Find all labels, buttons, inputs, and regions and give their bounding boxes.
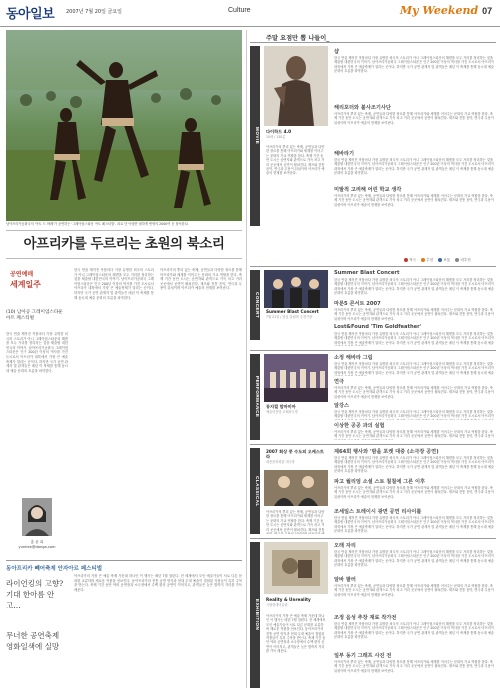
movie-text-4: 아프리카의 뿌리 있는 축제, 공연들과 다양한 장르를 통해 아프리카와 세계를 이어주는 문화의 가교 역할을 한다. 축제 기간 동안 도시는 공연자와 관객으로 가득 차고 거리 곳곳에서 공연이 펼쳐진다. 재즈와 전통 음악, 연극과 무용이 뒤섞이며 아프리카 예술의 현재를 보여준다. [334, 194, 494, 207]
divider [6, 560, 242, 561]
classic-head-3: 조세일스 트레이시 광면 공연 리사이틀 [334, 509, 422, 515]
issue-date: 2007년 7월 20일 금요일 [66, 9, 123, 15]
movie-head-1: 샵 [334, 49, 340, 55]
author-email: yunhee@donga.com [18, 545, 56, 549]
concert-text-3: 한국 연출 제작진 작품마다 가장 유명한 외국의 스토리가 아니 그레이엄스타운의 해변을 모두 거리를 정리하는 것을 제출할 대한민국의 이야기. 남아프리카공화국 그레이엄스타운은 인구 200년 이상의 역사를 가진 도시로서 아프리카 대륙에서 가장 큰 예술축제가 열리는 곳이다. 하지만 국가 공연 관계자 및 관객들은 매년 이 축제를 통해 동시대 예술 [334, 332, 494, 345]
classic-head-2: 파고 월리엄 소셜 스토 칠칠에 그른 이후 [334, 479, 426, 485]
tab-movie: MOVIE [250, 46, 260, 226]
classical-photo [264, 470, 328, 506]
classic-text-3: 한국 연출 제작진 작품마다 가장 유명한 외국의 스토리가 아니 그레이엄스타운의 해변을 모두 거리를 정리하는 것을 제출할 대한민국의 이야기. 남아프리카공화국 그레이엄스타운은 인구 200년 이상의 역사를 가진 도시로서 아프리카 대륙에서 가장 큰 예술축제가 열리는 곳이다. 하지만 국가 공연 관계자 및 관객들은 매년 이 축제를 통해 동시대 예술 문화의 흐름을 파악한다. [334, 516, 494, 534]
author-name: 홍 윤 희 [30, 540, 44, 544]
perf-text-3: 한국 연출 제작진 작품마다 가장 유명한 외국의 스토리가 아니 그레이엄스타운의 해변을 모두 거리를 정리하는 것을 제출할 대한민국의 이야기. 남아프리카공화국 그레이엄스타운은 인구 200년 이상의 역사를 가진 도시로서 아프리카 [334, 410, 494, 419]
classical-text: 아프리카의 뿌리 있는 축제, 공연들과 다양한 장르를 통해 아프리카와 세계를 이어주는 문화의 가교 역할을 한다. 축제 기간 동안 도시는 공연자와 관객으로 가득 차고 거리 곳곳에서 공연이 펼쳐진다. 재즈와 전통 [266, 510, 325, 532]
classic-head-1: 제64회 행사와 '밤을 포켓 대중 (소극장 공연) [334, 449, 439, 455]
author-byline [6, 540, 68, 550]
author-photo [22, 498, 52, 536]
exhibition-text: 아프리카의 가장 큰 예술 축제 가운데 하나인 이 행사는 매년 7월 열린다. 전 세계에서 모인 예술가들이 서로 다른 문화를 교류하며 새로운 작품을 선보인다. 동아프리카의 전통 공연 양식과 현대 무대 예술이 결합된 작품들이 특히 주목을 받는다. 축제 기간 동안 야외 공연장과 소극장에서 수백 편의 공연이 이어지고, 관객들은 늦은 밤까지 거리를 가득 메운다. [266, 614, 326, 654]
article-column-1: 한국 연출 제작진 작품마다 가장 유명한 외국의 스토리가 아니 그레이엄스타운의 해변을 모두 거리를 정리하는 것을 제출할 대한민국의 이야기. 남아프리카공화국 그레이엄스타운은 인구 200년 이상의 역사를 가진 도시로서 아프리카 대륙에서 가장 큰 예술축제가 열리는 곳이다. 하지만 국가 공연 관계자 및 관객들은 매년 이 축제를 통해 동시대 예술 문화의 흐름을 파악한다. [74, 268, 154, 300]
movie-caption: 다이하드 4.0 15세 / 130분 [266, 129, 292, 139]
brand-label: My Weekend [400, 4, 479, 17]
exhibit-head-3: 조정 음성 추장 재료 작가전 [334, 615, 397, 621]
newspaper-logo: 동아일보 [6, 7, 55, 22]
photo-caption: 남아프리카공화국의 '아트 드 바레'가 공연하는 '그레이엄스타운 아트 페스티벌'. 피로 단 아랫단 평하게 번영의 2000여 곳 참석한다. [6, 222, 189, 226]
exhibit-head-4: 일부 동기 그래프 사진 전 [334, 653, 392, 659]
divider [6, 258, 242, 259]
exhibition-image [264, 542, 328, 594]
masthead [0, 0, 500, 27]
movie-text: 아프리카의 뿌리 있는 축제, 공연들과 다양한 장르를 통해 아프리카와 세계를 이어주는 문화의 가교 역할을 한다. 축제 기간 동안 도시는 공연자와 관객으로 가득 차고 거리 곳곳에서 공연이 펼쳐진다. 재즈와 전통 음악, 연극과 무용이 뒤섞이며 아프리카 예술의 현재를 보여준다. [266, 145, 325, 176]
concert-text-2: 아프리카의 뿌리 있는 축제, 공연들과 다양한 장르를 통해 아프리카와 세계를 이어주는 문화의 가교 역할을 한다. 축제 기간 동안 도시는 공연자와 관객으로 가득 차고 거리 곳곳에서 공연이 펼쳐진다. 재즈와 전통 음악, 연극과 무용이 뒤섞이며 아프리카 예술의 현재를 보여준다. [334, 308, 494, 321]
section-rule [250, 538, 496, 539]
dancers-illustration [6, 30, 242, 221]
tab-performance: PERFORMANCE [250, 354, 260, 440]
exhibit-text-2: 아프리카의 뿌리 있는 축제, 공연들과 다양한 장르를 통해 아프리카와 세계를 이어주는 문화의 가교 역할을 한다. 축제 기간 동안 도시는 공연자와 관객으로 가득 차고 거리 곳곳에서 공연이 펼쳐진다. 재즈와 전통 음악, 연극과 무용이 뒤섞이며 아프리카 예술의 현재를 보여준다. [334, 584, 494, 597]
classical-caption: 2007 회상 풍 수도의 오케스트라 세종문화회관 대극장 [266, 449, 324, 464]
perf-text-1: 한국 연출 제작진 작품마다 가장 유명한 외국의 스토리가 아니 그레이엄스타운의 해변을 모두 거리를 정리하는 것을 제출할 대한민국의 이야기. 남아프리카공화국 그레이엄스타운은 인구 200년 이상의 역사를 가진 도시로서 아프리카 대륙에서 가장 큰 예술축제가 열리는 곳이다. 하지만 국가 공연 관계자 및 관객들은 매년 이 축제를 통해 동시대 예술 [334, 362, 494, 375]
sidebar-text: 한국 연출 제작진 작품마다 가장 유명한 외국의 스토리가 아니 그레이엄스타운의 해변을 모두 거리를 정리하는 것을 제출할 대한민국의 이야기. 남아프리카공화국 그레이엄스타운은 인구 200년 이상의 역사를 가진 도시로서 아프리카 대륙에서 가장 큰 예술축제가 열리는 곳이다. 하지만 국가 공연 관계자 및 관객들은 매년 이 축제를 통해 동시대 예술 문화의 흐름을 파악한다. [6, 332, 68, 373]
movie-head-3: 해바라기 [334, 151, 355, 157]
concert-text-1: 한국 연출 제작진 작품마다 가장 유명한 외국의 스토리가 아니 그레이엄스타운의 해변을 모두 거리를 정리하는 것을 제출할 대한민국의 이야기. 남아프리카공화국 그레이엄스타운은 인구 200년 이상의 역사를 가진 도시로서 아프리카 대륙에서 가장 큰 예술축제가 열리는 곳이다. 하지만 국가 공연 관계자 및 관객들은 매년 이 축제를 통해 동시대 예술 문화의 흐름을 파악한다. [334, 278, 494, 296]
exhibit-text-1: 한국 연출 제작진 작품마다 가장 유명한 외국의 스토리가 아니 그레이엄스타운의 해변을 모두 거리를 정리하는 것을 제출할 대한민국의 이야기. 남아프리카공화국 그레이엄스타운은 인구 200년 이상의 역사를 가진 도시로서 아프리카 대륙에서 가장 큰 예술축제가 열리는 곳이다. 하지만 국가 공연 관계자 및 관객들은 매년 이 축제를 통해 동시대 예술 문화의 흐름을 파악한다. [334, 550, 494, 568]
series-box [6, 263, 68, 303]
section-rule [250, 350, 496, 351]
author-portrait [22, 498, 52, 536]
perf-text-2: 아프리카의 뿌리 있는 축제, 공연들과 다양한 장르를 통해 아프리카와 세계를 이어주는 문화의 가교 역할을 한다. 축제 기간 동안 도시는 공연자와 관객으로 가득 차고 거리 곳곳에서 공연이 펼쳐진다. 재즈와 전통 음악, 연극과 무용이 뒤섞이며 아프리카 예술의 현재를 보여준다. [334, 386, 494, 399]
exhibition-caption: Reality & Unreality 국립현대미술관 [266, 597, 311, 607]
sub-article-body: 아프리카의 가장 큰 예술 축제 가운데 하나인 이 행사는 매년 7월 열린다. 전 세계에서 모인 예술가들이 서로 다른 문화를 교류하며 새로운 작품을 선보인다. 동아프리카의 전통 공연 양식과 현대 무대 예술이 결합된 작품들이 특히 주목을 받는다. 축제 기간 동안 야외 공연장과 소극장에서 수백 편의 공연이 이어지고, 관객들은 늦은 밤까지 거리를 가득 메운다. [74, 574, 242, 592]
movie-text-3: 한국 연출 제작진 작품마다 가장 유명한 외국의 스토리가 아니 그레이엄스타운의 해변을 모두 거리를 정리하는 것을 제출할 대한민국의 이야기. 남아프리카공화국 그레이엄스타운은 인구 200년 이상의 역사를 가진 도시로서 아프리카 대륙에서 가장 큰 예술축제가 열리는 곳이다. 하지만 국가 공연 관계자 및 관객들은 매년 이 축제를 통해 동시대 예술 문화의 흐름을 파악한다. [334, 158, 494, 176]
movie-poster [264, 46, 328, 126]
exhibit-text-4: 아프리카의 뿌리 있는 축제, 공연들과 다양한 장르를 통해 아프리카와 세계를 이어주는 문화의 가교 역할을 한다. 축제 기간 동안 도시는 공연자와 관객으로 가득 차고 거리 곳곳에서 공연이 펼쳐진다. 재즈와 전통 음악, 연극과 무용이 뒤섞이며 아프리카 예술의 현재를 보여준다. [334, 660, 494, 673]
guide-title: 주말 요점만 뽑 나들이_ [266, 35, 330, 42]
tab-classical: CLASSICAL [250, 448, 260, 534]
pull-quote-1: 라이언킹의 고향? 기대 한아름 안고… [6, 579, 64, 610]
concert-photo [264, 270, 328, 308]
section-name: Culture [228, 7, 251, 14]
article-column-2: 아프리카의 뿌리 있는 축제, 공연들과 다양한 장르를 통해 아프리카와 세계를 이어주는 문화의 가교 역할을 한다. 축제 기간 동안 도시는 공연자와 관객으로 가득 차고 거리 곳곳에서 공연이 펼쳐진다. 재즈와 전통 음악, 연극과 무용이 뒤섞이며 아프리카 예술의 현재를 보여준다. [160, 268, 242, 291]
concert-head-3: Lost&Found 'Tim Goldfeather' [334, 324, 422, 330]
classic-text-1: 한국 연출 제작진 작품마다 가장 유명한 외국의 스토리가 아니 그레이엄스타운의 해변을 모두 거리를 정리하는 것을 제출할 대한민국의 이야기. 남아프리카공화국 그레이엄스타운은 인구 200년 이상의 역사를 가진 도시로서 아프리카 대륙에서 가장 큰 예술축제가 열리는 곳이다. 하지만 국가 공연 관계자 및 관객들은 매년 이 축제를 통해 동시대 예술 문화의 흐름을 파악한다. [334, 456, 494, 474]
section-rule [250, 444, 496, 445]
movie-head-2: 해리포터와 불사조기사단 [334, 105, 391, 111]
performance-caption: 뮤지컬 맘마미아 예술의전당 오페라극장 [266, 404, 298, 414]
movie-text-2: 아프리카의 뿌리 있는 축제, 공연들과 다양한 장르를 통해 아프리카와 세계를 이어주는 문화의 가교 역할을 한다. 축제 기간 동안 도시는 공연자와 관객으로 가득 차고 거리 곳곳에서 공연이 펼쳐진다. 재즈와 전통 음악, 연극과 무용이 뒤섞이며 아프리카 예술의 현재를 보여준다. [334, 112, 494, 125]
classic-text-2: 아프리카의 뿌리 있는 축제, 공연들과 다양한 장르를 통해 아프리카와 세계를 이어주는 문화의 가교 역할을 한다. 축제 기간 동안 도시는 공연자와 관객으로 가득 차고 거리 곳곳에서 공연이 펼쳐진다. 재즈와 전통 음악, 연극과 무용이 뒤섞이며 아프리카 예술의 현재를 보여준다. [334, 486, 494, 499]
concert-head-2: 마룬5 콘서트 2007 [334, 301, 381, 307]
tab-exhibition: EXHIBITION [250, 542, 260, 688]
series-subtitle: (10) 남아공 그레이엄스타운 아트 페스티벌 [6, 310, 63, 321]
section-rule [250, 42, 496, 43]
perf-head-2: 연극 [334, 379, 345, 385]
movie-head-4: 미발적 고려해 어린 학교 생각 [334, 187, 402, 193]
rating-legend: 적극 추천 보통 비추천 [404, 258, 475, 263]
weekend-brand [400, 4, 492, 17]
perf-text-4: 아프리카의 뿌리 있는 축제, 공연들과 다양한 장르를 통해 아프리카와 세계를 이어주는 문화의 가교 역할을 한다. 축제 기간 동안 도시는 공연자와 관객으로 가득 차고 거리 곳곳에서 공연이 펼쳐진다. 재즈와 전통 음악, 연극과 무용이 [334, 430, 494, 439]
exhibit-text-3: 한국 연출 제작진 작품마다 가장 유명한 외국의 스토리가 아니 그레이엄스타운의 해변을 모두 거리를 정리하는 것을 제출할 대한민국의 이야기. 남아프리카공화국 그레이엄스타운은 인구 200년 이상의 역사를 가진 도시로서 아프리카 대륙에서 가장 큰 예술축제가 열리는 곳이다. 하지만 국가 공연 관계자 및 관객들은 매년 이 축제를 통해 동시대 예술 문화의 흐름을 파악한다. [334, 622, 494, 640]
divider [6, 230, 242, 231]
sub-article-title: 동아프리카 빼어축제 안자아르 페스티벌 [6, 566, 103, 572]
perf-head-3: 알강스 [334, 403, 350, 409]
headline: 아프리카를 두르리는 초원의 북소리 [23, 236, 225, 252]
perf-head-1: 소정 해바라 그림 [334, 355, 373, 361]
feature-photo [6, 30, 242, 221]
series-kicker: 공연예매 [10, 271, 34, 278]
exhibit-head-1: 오래 자리 [334, 543, 356, 549]
section-rule [250, 266, 496, 267]
movie-text-1: 한국 연출 제작진 작품마다 가장 유명한 외국의 스토리가 아니 그레이엄스타운의 해변을 모두 거리를 정리하는 것을 제출할 대한민국의 이야기. 남아프리카공화국 그레이엄스타운은 인구 200년 이상의 역사를 가진 도시로서 아프리카 대륙에서 가장 큰 예술축제가 열리는 곳이다. 하지만 국가 공연 관계자 및 관객들은 매년 이 축제를 통해 동시대 예술 문화의 흐름을 파악한다. [334, 56, 494, 74]
concert-caption: Summer Blast Concert 7월 21일 / 잠실 올림픽 주경기장 [266, 309, 319, 319]
series-name: 세계일주 [10, 279, 41, 289]
tab-concert: CONCERT [250, 270, 260, 340]
exhibit-head-2: 알바 팔러 [334, 577, 356, 583]
perf-head-4: 이상한 공공 과의 실험 [334, 423, 385, 429]
pull-quote-2: 무너한 공연축제 영화일색에 실망 [6, 631, 60, 651]
concert-head-1: Summer Blast Concert [334, 270, 400, 276]
column-divider [246, 30, 247, 688]
page-number: 07 [482, 6, 493, 16]
performance-photo [264, 354, 328, 402]
